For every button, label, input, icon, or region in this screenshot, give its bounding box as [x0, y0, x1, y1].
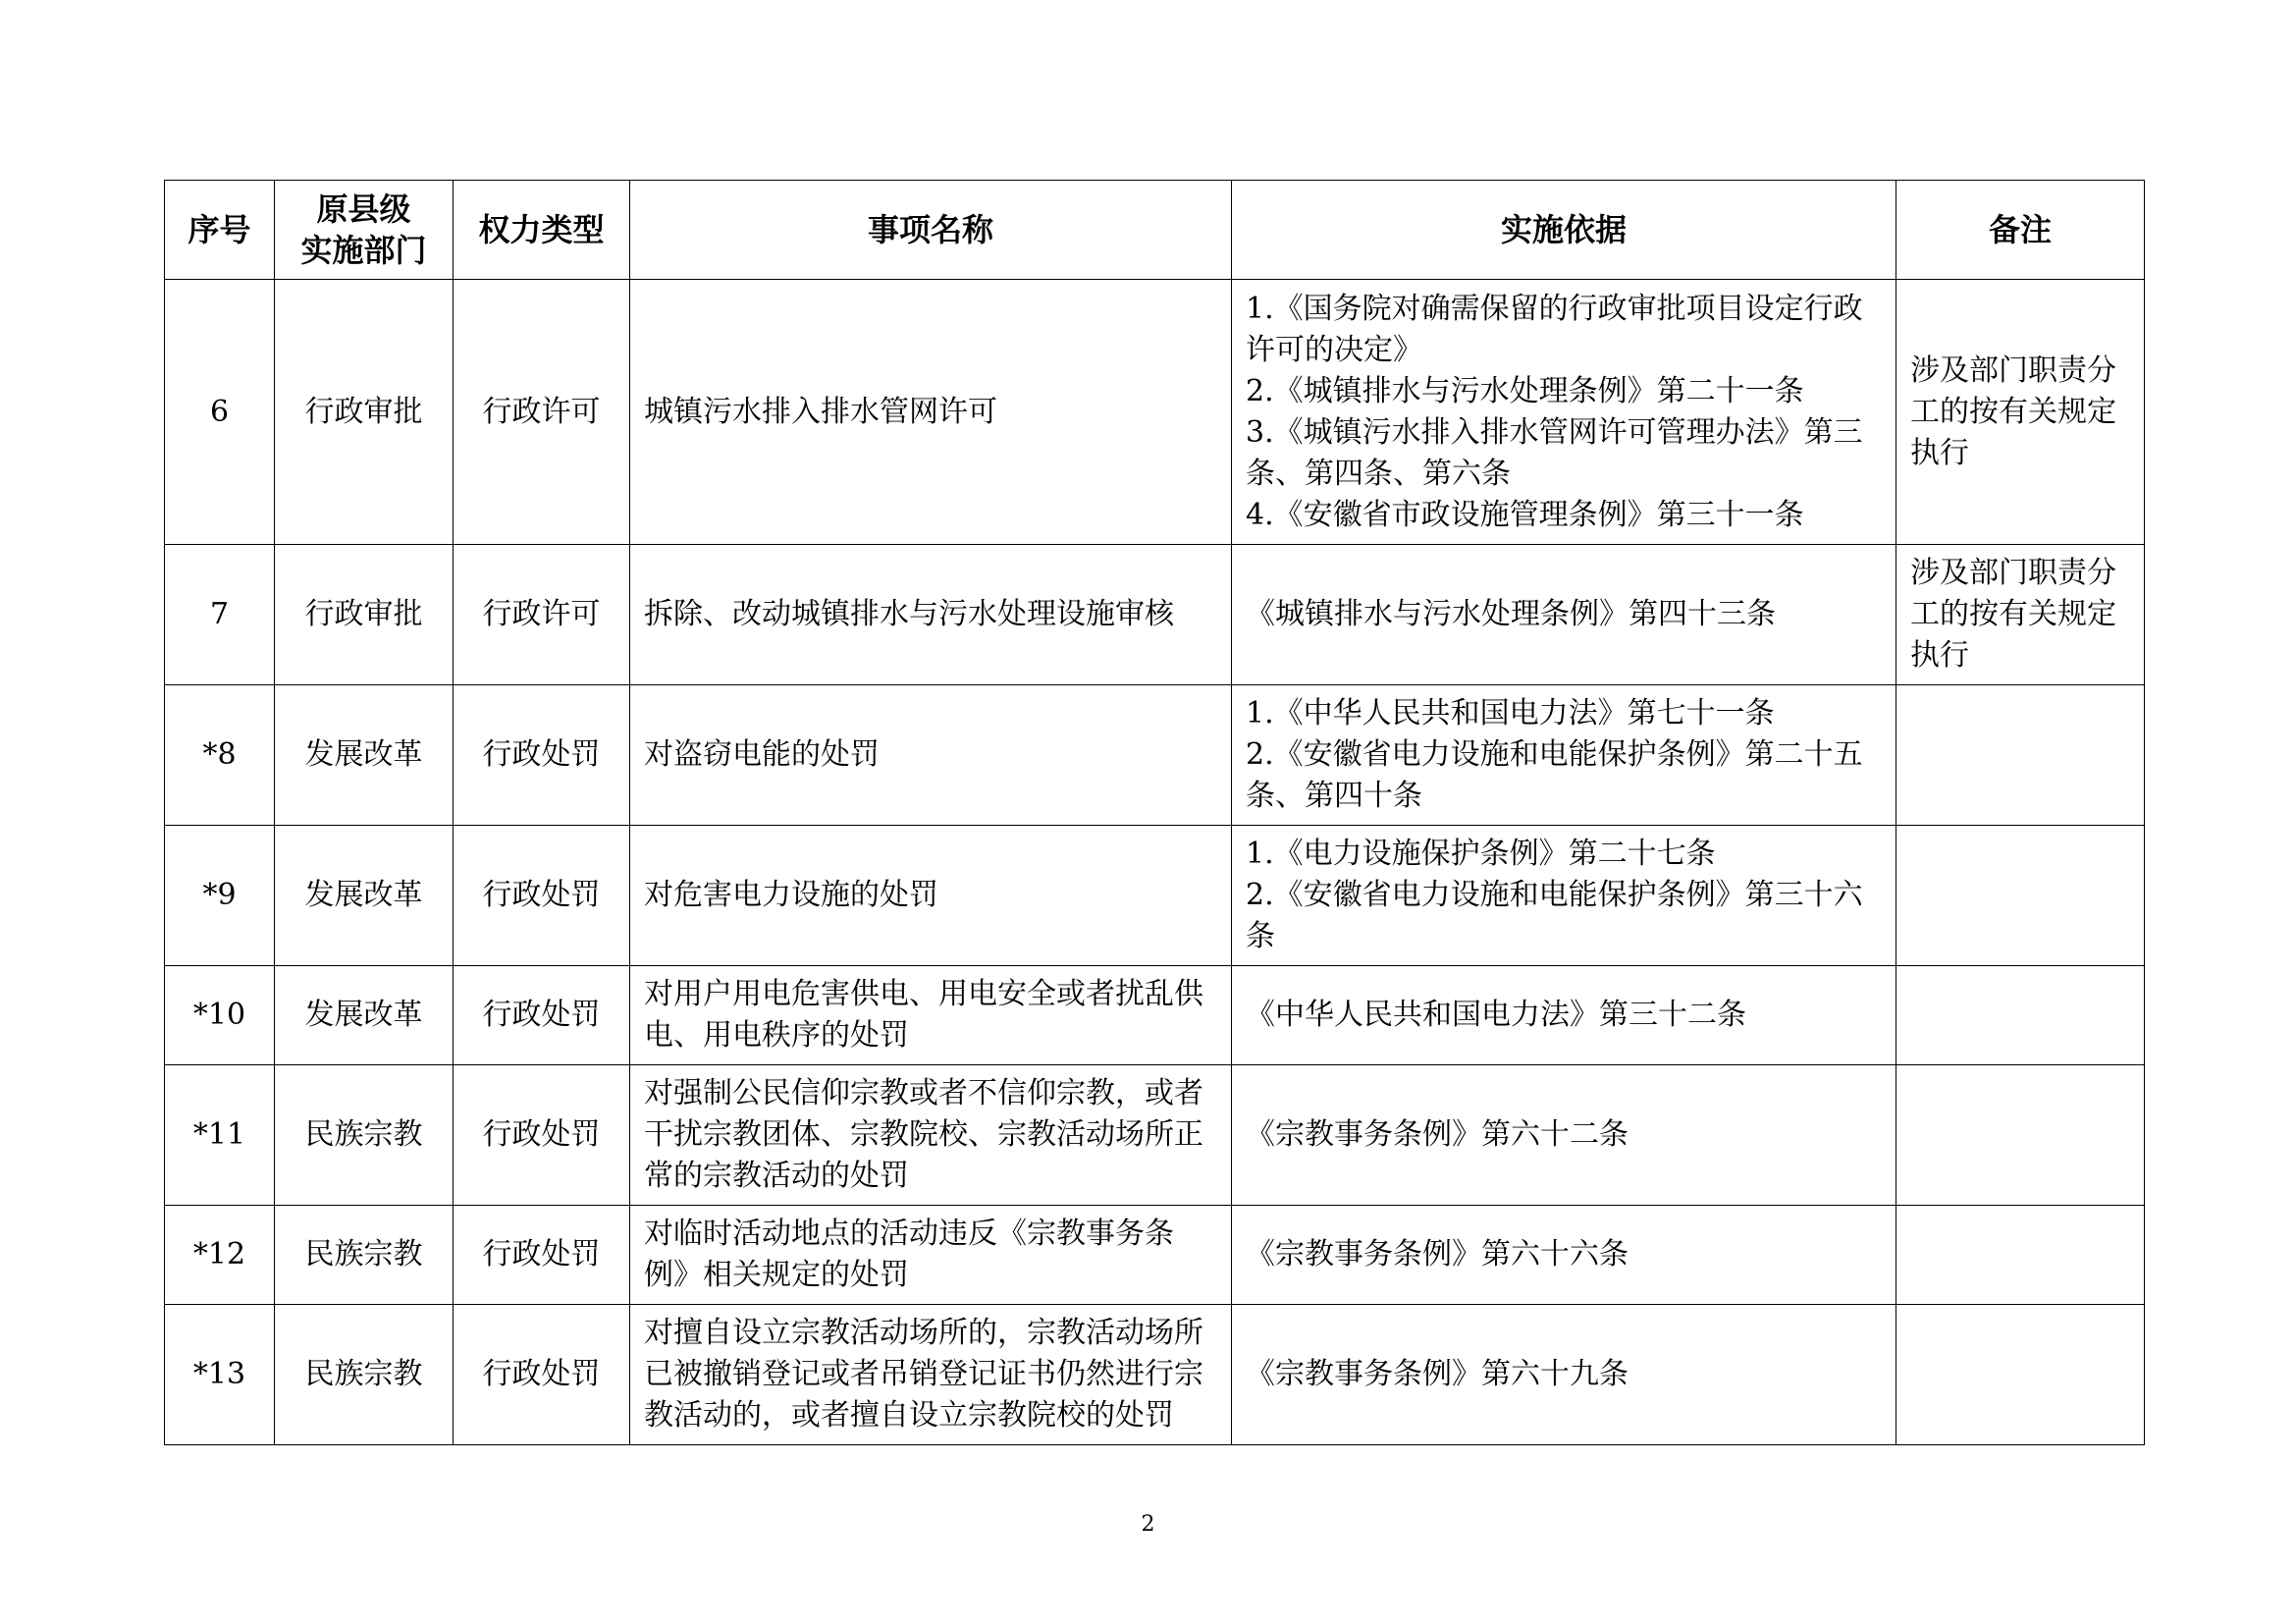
cell-type: 行政处罚 [454, 1305, 630, 1445]
cell-dept: 发展改革 [275, 685, 454, 826]
remark-line: 涉及部门职责分 [1910, 352, 2116, 388]
header-dept-line2: 实施部门 [300, 232, 427, 269]
cell-seq: 7 [165, 545, 275, 685]
cell-basis [1232, 545, 1896, 685]
cell-seq: 6 [165, 280, 275, 545]
cell-basis [1232, 685, 1896, 826]
header-dept-line1: 原县级 [316, 190, 411, 228]
basis-line: 《宗教事务条例》第六十九条 [1246, 1357, 1629, 1391]
page-number: 2 [1141, 1512, 1155, 1537]
cell-remark [1896, 545, 2145, 685]
basis-line: 条 [1246, 919, 1275, 953]
cell-remark [1896, 966, 2145, 1065]
basis-line: 许可的决定》 [1246, 332, 1422, 367]
table-row [165, 685, 2145, 826]
table-row [165, 1065, 2145, 1206]
cell-type: 行政许可 [454, 545, 630, 685]
header-seq: 序号 [165, 181, 275, 280]
cell-basis [1232, 1305, 1896, 1445]
basis-line: 2.《城镇排水与污水处理条例》第二十一条 [1246, 373, 1804, 408]
basis-line: 1.《国务院对确需保留的行政审批项目设定行政 [1246, 291, 1863, 326]
basis-line: 4.《安徽省市政设施管理条例》第三十一条 [1246, 497, 1804, 532]
remark-line: 涉及部门职责分 [1910, 556, 2116, 590]
cell-name: 对擅自设立宗教活动场所的，宗教活动场所已被撤销登记或者吊销登记证书仍然进行宗教活动的，或者擅自设立宗教院校的处罚 [630, 1305, 1232, 1445]
cell-basis [1232, 966, 1896, 1065]
cell-dept: 民族宗教 [275, 1065, 454, 1206]
basis-line: 条、第四十条 [1246, 779, 1422, 813]
basis-line: 1.《电力设施保护条例》第二十七条 [1246, 837, 1716, 871]
header-type: 权力类型 [454, 181, 630, 280]
cell-dept: 民族宗教 [275, 1206, 454, 1305]
cell-name: 对用户用电危害供电、用电安全或者扰乱供电、用电秩序的处罚 [630, 966, 1232, 1065]
cell-name: 对盗窃电能的处罚 [630, 685, 1232, 826]
cell-basis [1232, 826, 1896, 966]
table-row [165, 545, 2145, 685]
table-header-row [165, 181, 2145, 280]
table-body [165, 280, 2145, 1445]
basis-line: 《宗教事务条例》第六十二条 [1246, 1117, 1629, 1152]
basis-line: 3.《城镇污水排入排水管网许可管理办法》第三 [1246, 414, 1863, 450]
cell-remark [1896, 826, 2145, 966]
table-row [165, 966, 2145, 1065]
table-row [165, 280, 2145, 545]
document-table [164, 180, 2145, 1445]
cell-dept: 民族宗教 [275, 1305, 454, 1445]
header-remark: 备注 [1896, 181, 2145, 280]
cell-type: 行政处罚 [454, 826, 630, 966]
basis-line: 《中华人民共和国电力法》第三十二条 [1246, 998, 1746, 1032]
cell-type: 行政处罚 [454, 685, 630, 826]
cell-basis [1232, 280, 1896, 545]
cell-seq: *9 [165, 826, 275, 966]
cell-type: 行政处罚 [454, 1065, 630, 1206]
cell-dept: 行政审批 [275, 545, 454, 685]
cell-name: 对强制公民信仰宗教或者不信仰宗教，或者干扰宗教团体、宗教院校、宗教活动场所正常的宗教活动的处罚 [630, 1065, 1232, 1206]
cell-remark [1896, 1305, 2145, 1445]
cell-seq: *10 [165, 966, 275, 1065]
header-basis: 实施依据 [1232, 181, 1896, 280]
cell-dept: 发展改革 [275, 826, 454, 966]
basis-line: 2.《安徽省电力设施和电能保护条例》第三十六 [1246, 878, 1863, 912]
cell-seq: *12 [165, 1206, 275, 1305]
remark-line: 工的按有关规定 [1910, 597, 2116, 631]
cell-type: 行政许可 [454, 280, 630, 545]
table-row [165, 826, 2145, 966]
cell-basis [1232, 1206, 1896, 1305]
cell-name: 对危害电力设施的处罚 [630, 826, 1232, 966]
cell-remark [1896, 1206, 2145, 1305]
basis-line: 条、第四条、第六条 [1246, 456, 1511, 491]
remark-line: 执行 [1910, 435, 1969, 470]
cell-remark [1896, 685, 2145, 826]
cell-dept: 行政审批 [275, 280, 454, 545]
remark-line: 执行 [1910, 638, 1969, 673]
cell-seq: *8 [165, 685, 275, 826]
cell-name: 城镇污水排入排水管网许可 [630, 280, 1232, 545]
cell-dept: 发展改革 [275, 966, 454, 1065]
basis-line: 《城镇排水与污水处理条例》第四十三条 [1246, 597, 1776, 631]
table-row [165, 1206, 2145, 1305]
cell-type: 行政处罚 [454, 966, 630, 1065]
cell-name: 拆除、改动城镇排水与污水处理设施审核 [630, 545, 1232, 685]
cell-name: 对临时活动地点的活动违反《宗教事务条例》相关规定的处罚 [630, 1206, 1232, 1305]
header-name: 事项名称 [630, 181, 1232, 280]
cell-type: 行政处罚 [454, 1206, 630, 1305]
cell-seq: *13 [165, 1305, 275, 1445]
cell-remark [1896, 280, 2145, 545]
cell-remark [1896, 1065, 2145, 1206]
basis-line: 1.《中华人民共和国电力法》第七十一条 [1246, 696, 1775, 731]
header-dept [275, 181, 454, 280]
cell-basis [1232, 1065, 1896, 1206]
cell-seq: *11 [165, 1065, 275, 1206]
basis-line: 2.《安徽省电力设施和电能保护条例》第二十五 [1246, 737, 1863, 772]
table-row [165, 1305, 2145, 1445]
remark-line: 工的按有关规定 [1910, 394, 2116, 429]
basis-line: 《宗教事务条例》第六十六条 [1246, 1237, 1629, 1272]
